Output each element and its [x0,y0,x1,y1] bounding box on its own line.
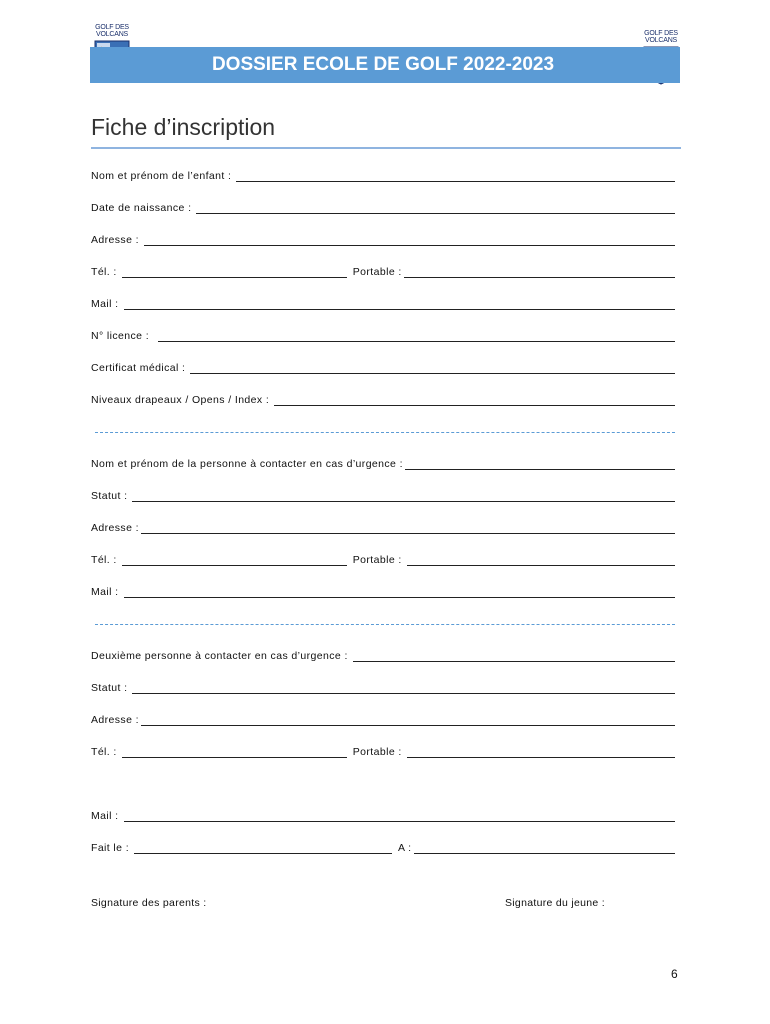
phone-field[interactable] [91,262,675,278]
field-label: Adresse : [91,522,139,534]
page-title: Fiche d’inscription [91,114,276,140]
fill-line[interactable] [236,169,675,182]
field-label: Date de naissance : [91,202,192,214]
fill-line[interactable] [132,681,675,694]
fill-line[interactable] [141,521,675,534]
fill-line[interactable] [141,713,675,726]
logo-text-line2: VOLCANS [95,31,129,38]
field-label: Nom et prénom de la personne à contacter en cas d’urgence : [91,458,403,470]
fill-line[interactable] [134,841,392,854]
field-label: Statut : [91,490,128,502]
fill-line[interactable] [124,585,676,598]
youth-signature-label: Signature du jeune : [505,897,605,909]
parents-signature-label: Signature des parents : [91,897,207,909]
field-label: Portable : [352,554,402,566]
emergency2-mail-field[interactable] [91,806,675,822]
fill-line[interactable] [158,329,675,342]
emergency1-mail-field[interactable] [91,582,675,598]
logo-text-line1: GOLF DES [644,30,678,37]
fill-line[interactable] [196,201,675,214]
fill-line[interactable] [405,457,675,470]
page-number: 6 [671,967,678,981]
fill-line[interactable] [124,297,676,310]
field-label: Nom et prénom de l’enfant : [91,170,232,182]
address-field[interactable] [91,230,675,246]
fill-line[interactable] [122,553,347,566]
fill-line[interactable] [122,265,347,278]
fill-line[interactable] [124,809,676,822]
field-label: Adresse : [91,234,139,246]
fill-line[interactable] [414,841,676,854]
field-label: N° licence : [91,330,150,342]
fill-line[interactable] [190,361,675,374]
fill-line[interactable] [274,393,675,406]
mail-field[interactable] [91,294,675,310]
fill-line[interactable] [353,649,675,662]
header-banner [130,47,636,83]
title-underline [91,147,681,149]
medical-certificate-field[interactable] [91,358,675,374]
section-separator [95,432,675,433]
logo-text-line1: GOLF DES [95,24,129,31]
emergency2-address-field[interactable] [91,710,675,726]
date-place-field[interactable] [91,838,675,854]
emergency1-status-field[interactable] [91,486,675,502]
field-label: Portable : [352,266,402,278]
banner-title: DOSSIER ECOLE DE GOLF 2022-2023 [211,54,555,75]
field-label: Certificat médical : [91,362,186,374]
field-label: Niveaux drapeaux / Opens / Index : [91,394,270,406]
emergency2-phone-field[interactable] [91,742,675,758]
emergency2-status-field[interactable] [91,678,675,694]
field-label: Tél. : [91,266,117,278]
levels-field[interactable] [91,390,675,406]
emergency1-address-field[interactable] [91,518,675,534]
fill-line[interactable] [404,265,675,278]
birth-date-field[interactable] [91,198,675,214]
field-label: Mail : [91,586,119,598]
section-separator [95,624,675,625]
fill-line[interactable] [407,745,675,758]
fill-line[interactable] [132,489,675,502]
field-label: Deuxième personne à contacter en cas d’urgence : [91,650,348,662]
field-label: Mail : [91,298,119,310]
field-label: Tél. : [91,554,117,566]
emergency2-name-field[interactable] [91,646,675,662]
logo-text-line2: VOLCANS [644,37,678,44]
field-label: Adresse : [91,714,139,726]
field-label: Tél. : [91,746,117,758]
fill-line[interactable] [407,553,675,566]
emergency1-name-field[interactable] [91,454,675,470]
emergency1-phone-field[interactable] [91,550,675,566]
licence-field[interactable] [91,326,675,342]
fill-line[interactable] [144,233,675,246]
field-label: A : [398,842,412,854]
fill-line[interactable] [122,745,347,758]
field-label: Statut : [91,682,128,694]
child-name-field[interactable] [91,166,675,182]
field-label: Fait le : [91,842,130,854]
field-label: Mail : [91,810,119,822]
field-label: Portable : [352,746,402,758]
